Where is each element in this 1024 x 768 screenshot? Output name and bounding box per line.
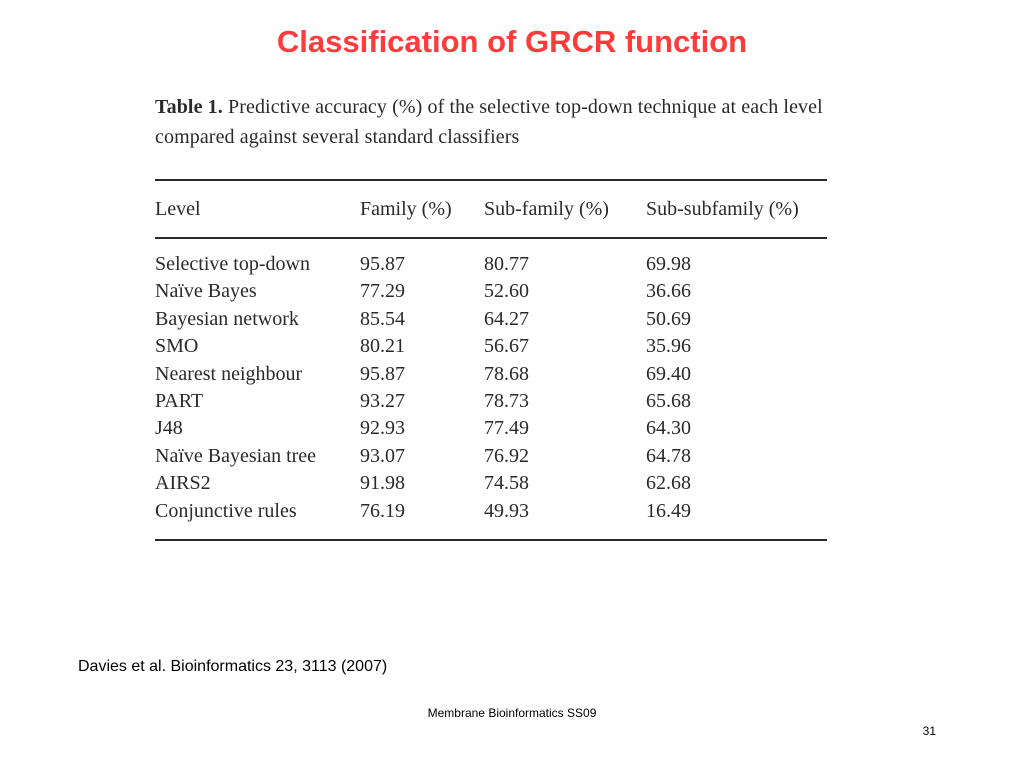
cell-sub-family: 78.73 bbox=[484, 390, 529, 413]
cell-level: Bayesian network bbox=[155, 307, 299, 330]
table-caption bbox=[155, 92, 827, 152]
cell-sub-subfamily: 65.68 bbox=[646, 390, 691, 413]
cell-sub-subfamily: 16.49 bbox=[646, 499, 691, 522]
table-caption-label: Table 1. bbox=[155, 96, 223, 118]
cell-sub-subfamily: 62.68 bbox=[646, 472, 691, 495]
slide-title: Classification of GRCR function bbox=[276, 24, 748, 59]
cell-level: AIRS2 bbox=[155, 472, 211, 495]
column-header-family: Family (%) bbox=[360, 197, 452, 220]
column-header-level: Level bbox=[155, 197, 201, 220]
cell-sub-subfamily: 35.96 bbox=[646, 335, 691, 358]
cell-sub-subfamily: 64.30 bbox=[646, 417, 691, 440]
cell-level: Selective top-down bbox=[155, 253, 310, 275]
table-row bbox=[155, 415, 827, 442]
table-caption-text: Predictive accuracy (%) of the selective top-down technique at each level compared against several standard classifiers bbox=[155, 96, 823, 148]
table-row bbox=[155, 443, 827, 470]
cell-level: J48 bbox=[155, 417, 183, 440]
cell-sub-subfamily: 69.40 bbox=[646, 362, 691, 385]
cell-family: 95.87 bbox=[360, 362, 405, 385]
table-row bbox=[155, 470, 827, 497]
cell-sub-family: 56.67 bbox=[484, 335, 529, 358]
cell-sub-family: 77.49 bbox=[484, 417, 529, 440]
cell-sub-subfamily: 64.78 bbox=[646, 444, 691, 467]
table-row bbox=[155, 498, 827, 539]
column-header-sub-family: Sub-family (%) bbox=[484, 197, 609, 220]
citation: Davies et al. Bioinformatics 23, 3113 (2007) bbox=[78, 658, 388, 675]
cell-family: 95.87 bbox=[360, 253, 405, 275]
cell-level: Naïve Bayesian tree bbox=[155, 444, 317, 467]
cell-sub-family: 80.77 bbox=[484, 253, 529, 275]
cell-sub-family: 64.27 bbox=[484, 307, 529, 330]
cell-level: Nearest neighbour bbox=[155, 362, 303, 385]
cell-level: Naïve Bayes bbox=[155, 280, 257, 303]
cell-family: 93.27 bbox=[360, 390, 405, 413]
table-row bbox=[155, 333, 827, 360]
table-row bbox=[155, 388, 827, 415]
table-body bbox=[155, 239, 827, 539]
cell-sub-subfamily: 69.98 bbox=[646, 253, 691, 275]
cell-sub-subfamily: 50.69 bbox=[646, 307, 691, 330]
table-header-row bbox=[155, 181, 827, 238]
cell-level: PART bbox=[155, 390, 204, 413]
accuracy-table bbox=[155, 181, 827, 539]
table-row bbox=[155, 306, 827, 333]
cell-level: SMO bbox=[155, 335, 199, 358]
cell-sub-family: 74.58 bbox=[484, 472, 529, 495]
table-row bbox=[155, 239, 827, 278]
cell-sub-family: 76.92 bbox=[484, 444, 529, 467]
cell-sub-family: 49.93 bbox=[484, 499, 529, 522]
cell-family: 92.93 bbox=[360, 417, 405, 440]
table-figure bbox=[155, 92, 827, 541]
cell-family: 80.21 bbox=[360, 335, 405, 358]
page-number: 31 bbox=[922, 724, 936, 738]
table-row bbox=[155, 278, 827, 305]
cell-sub-family: 78.68 bbox=[484, 362, 529, 385]
table-bottom-rule bbox=[155, 539, 827, 541]
cell-family: 93.07 bbox=[360, 444, 405, 467]
slide-footer: Membrane Bioinformatics SS09 bbox=[427, 706, 597, 720]
cell-sub-family: 52.60 bbox=[484, 280, 529, 303]
column-header-sub-subfamily: Sub-subfamily (%) bbox=[646, 197, 799, 220]
cell-level: Conjunctive rules bbox=[155, 499, 297, 522]
cell-family: 91.98 bbox=[360, 472, 405, 495]
cell-family: 85.54 bbox=[360, 307, 405, 330]
table-row bbox=[155, 361, 827, 388]
cell-family: 77.29 bbox=[360, 280, 405, 303]
cell-family: 76.19 bbox=[360, 499, 405, 522]
cell-sub-subfamily: 36.66 bbox=[646, 280, 691, 303]
